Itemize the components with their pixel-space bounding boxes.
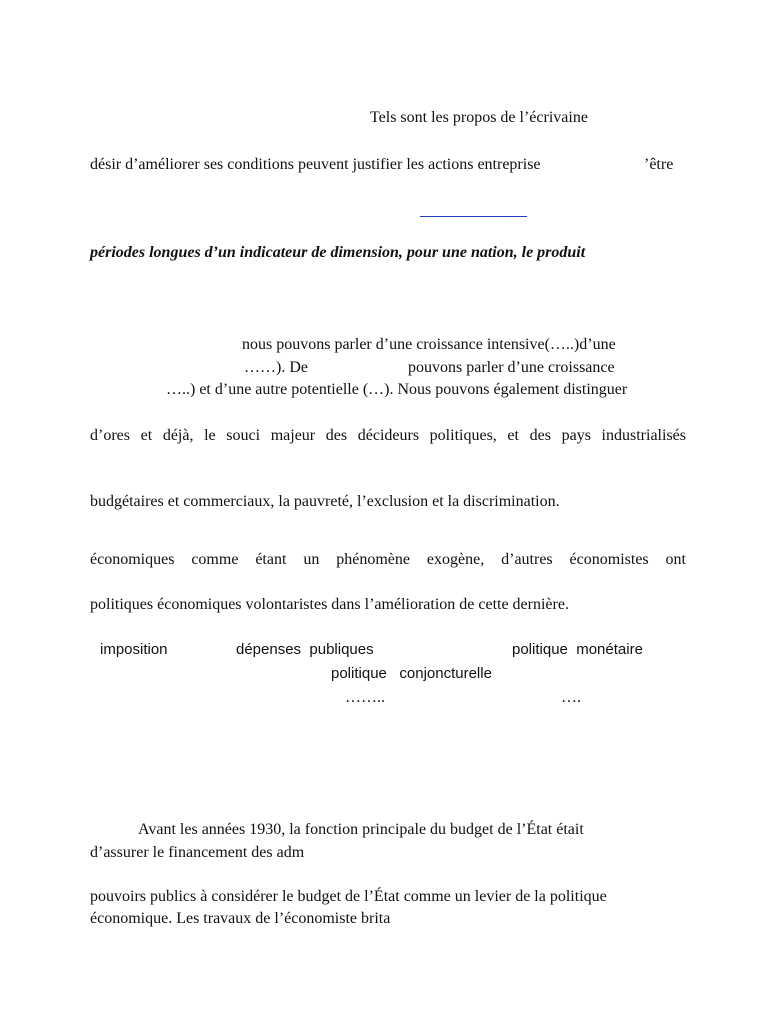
text-line: politiques économiques volontaristes dans l’amélioration de cette dernière.: [90, 596, 569, 613]
diagram-label-imposition: imposition: [100, 641, 168, 658]
diagram-label-politique-conjoncturelle: politique conjoncturelle: [331, 665, 492, 682]
text-line: économique. Les travaux de l’économiste brita: [90, 910, 391, 927]
text-line: Tels sont les propos de l’écrivaine: [370, 109, 588, 126]
text-line: pouvoirs publics à considérer le budget de l’État comme un levier de la politique: [90, 888, 607, 905]
text-line: d’ores et déjà, le souci majeur des décideurs politiques, et des pays industrialisés: [90, 427, 686, 444]
diagram-label-depenses: dépenses publiques: [236, 641, 374, 658]
diagram-dots-right: ….: [561, 689, 581, 706]
text-line: Avant les années 1930, la fonction principale du budget de l’État était: [138, 821, 584, 838]
text-line: …..) et d’une autre potentielle (…). Nous pouvons également distinguer: [166, 381, 628, 398]
text-line: désir d’améliorer ses conditions peuvent justifier les actions entreprise: [90, 156, 541, 173]
diagram-dots-left: ……..: [345, 689, 385, 706]
text-line: pouvons parler d’une croissance: [408, 359, 615, 376]
diagram-label-politique-monetaire: politique monétaire: [512, 641, 643, 658]
text-line-emphasis: périodes longues d’un indicateur de dimension, pour une nation, le produit: [90, 244, 586, 261]
text-line: ……). De: [244, 359, 308, 376]
text-line: nous pouvons parler d’une croissance intensive(…..)d’une: [242, 336, 616, 353]
hyperlink-underline: [420, 216, 527, 217]
text-line: ’être: [644, 156, 674, 173]
text-line: économiques comme étant un phénomène exogène, d’autres économistes ont: [90, 551, 686, 568]
text-line: budgétaires et commerciaux, la pauvreté, l’exclusion et la discrimination.: [90, 493, 560, 510]
text-line: d’assurer le financement des adm: [90, 844, 305, 861]
